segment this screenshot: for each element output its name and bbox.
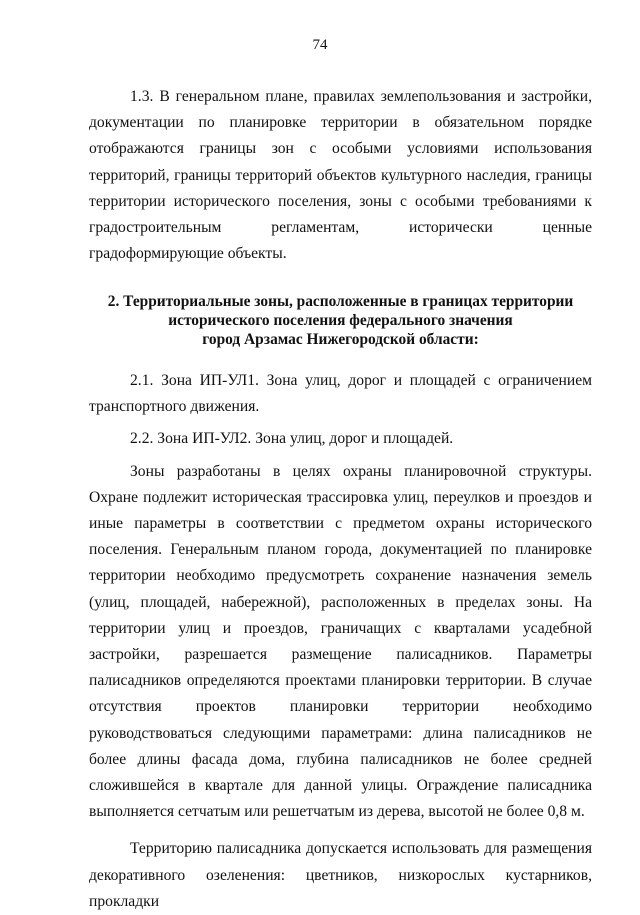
section-2-body [89, 368, 592, 915]
heading-line-2: исторического поселения федерального значения [168, 312, 513, 329]
paragraph-2-1: 2.1. Зона ИП-УЛ1. Зона улиц, дорог и площадей с ограничением транспортного движения. [89, 372, 592, 416]
heading-line-3: город Арзамас Нижегородской области: [202, 331, 479, 348]
page-number: 74 [312, 37, 328, 53]
paragraph-territory: Территорию палисадника допускается использовать для размещения декоративного озеленения: цветников, низкорослых кустарников, прокладки [89, 840, 592, 910]
paragraph-zones: Зоны разработаны в целях охраны планировочной структуры. Охране подлежит историческая трассировка улиц, переулков и проездов и иные параметры в соответствии с предметом охраны исторического поселения. Генеральным планом города, документацией по планировке территории необходимо предусмотреть сохранение назначения земель (улиц, площадей, набережной), расположенных в пределах зоны. На территории улиц и проездов, граничащих с кварталами усадебной застройки, разрешается размещение палисадников. Параметры палисадников определяются проектами планировки территории. В случае отсутствия проектов планировки территории необходимо руководствоваться следующими параметрами: длина палисадников не более длины фасада дома, глубина палисадников не более средней сложившейся в квартале для данной улицы. Ограждение палисадника выполняется сетчатым или решетчатым из дерева, высотой не более 0,8 м. [89, 462, 592, 821]
section-2-heading [89, 292, 592, 349]
section-1-3 [89, 84, 592, 267]
paragraph-1-3: 1.3. В генеральном плане, правилах землепользования и застройки, документации по планировке территории в обязательном порядке отображаются границы зон с особыми условиями использования территорий, границы территорий объектов культурного наследия, границы территории исторического поселения, зоны с особыми требованиями к градостроительным регламентам, исторически ценные градоформирующие объекты. [89, 88, 592, 263]
paragraph-2-2: 2.2. Зона ИП-УЛ2. Зона улиц, дорог и площадей. [130, 430, 454, 448]
heading-line-1: 2. Территориальные зоны, расположенные в границах территории [107, 293, 574, 310]
